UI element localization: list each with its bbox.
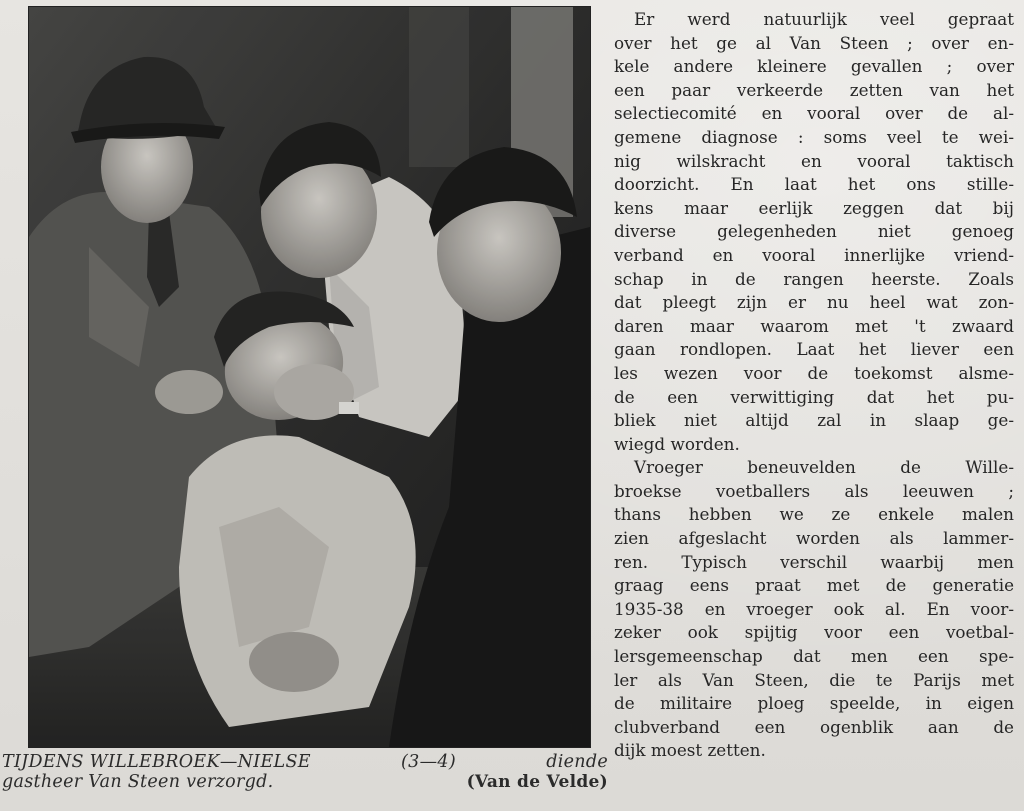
article-line: clubverband een ogenblik aan de xyxy=(614,716,1014,737)
article-line: broekse voetballers als leeuwen ; xyxy=(614,480,1014,501)
article-line: bliek niet altijd zal in slaap ge- xyxy=(614,410,1014,431)
article-line: ler als Van Steen, die te Parijs met xyxy=(614,669,1014,690)
article-line: een paar verkeerde zetten van het xyxy=(614,79,1014,100)
article-line: les wezen voor de toekomst alsme- xyxy=(614,362,1014,383)
news-photo xyxy=(28,6,591,748)
article-column xyxy=(614,8,1014,763)
news-photo-illustration xyxy=(29,7,590,747)
article-line: Er werd natuurlijk veel gepraat xyxy=(634,9,1014,29)
article-line: over het ge al Van Steen ; over en- xyxy=(614,32,1014,53)
caption-match: TIJDENS WILLEBROEK—NIELSE xyxy=(2,752,311,772)
photo-caption xyxy=(2,752,608,792)
article-line: de militaire ploeg speelde, in eigen xyxy=(614,693,1014,714)
article-line: doorzicht. En laat het ons stille- xyxy=(614,174,1014,195)
article-line: diverse gelegenheden niet genoeg xyxy=(614,221,1014,242)
article-line: zien afgeslacht worden als lammer- xyxy=(614,528,1014,549)
article-line: graag eens praat met de generatie xyxy=(614,575,1014,596)
article-line: 1935-38 en vroeger ook al. En voor- xyxy=(614,598,1014,619)
caption-text: gastheer Van Steen verzorgd. xyxy=(2,772,274,792)
article-line: zeker ook spijtig voor een voetbal- xyxy=(614,622,1014,643)
article-line: gemene diagnose : soms veel te wei- xyxy=(614,126,1014,147)
article-line: selectiecomité en vooral over de al- xyxy=(614,103,1014,124)
photo-credit: (Van de Velde) xyxy=(466,772,608,792)
article-paragraph-2 xyxy=(614,456,1014,763)
caption-score: (3—4) xyxy=(401,752,456,772)
article-line: dat pleegt zijn er nu heel wat zon- xyxy=(614,292,1014,313)
caption-line-2 xyxy=(2,772,608,792)
article-line: Vroeger beneuvelden de Wille- xyxy=(634,457,1014,478)
article-line: de een verwittiging dat het pu- xyxy=(614,386,1014,407)
article-line: gaan rondlopen. Laat het liever een xyxy=(614,339,1014,360)
article-line: wiegd worden. xyxy=(614,433,740,454)
article-line: verband en vooral innerlijke vriend- xyxy=(614,244,1014,265)
article-line: dijk moest zetten. xyxy=(614,740,766,761)
article-line: daren maar waarom met 't zwaard xyxy=(614,315,1014,336)
caption-verb: diende xyxy=(546,752,608,772)
article-line: schap in de rangen heerste. Zoals xyxy=(614,268,1014,289)
article-paragraph-1 xyxy=(614,8,1014,456)
article-line: lersgemeenschap dat men een spe- xyxy=(614,646,1014,667)
article-line: kens maar eerlijk zeggen dat bij xyxy=(614,197,1014,218)
article-line: thans hebben we ze enkele malen xyxy=(614,504,1014,525)
article-line: ren. Typisch verschil waarbij men xyxy=(614,551,1014,572)
article-line: kele andere kleinere gevallen ; over xyxy=(614,56,1014,77)
article-line: nig wilskracht en vooral taktisch xyxy=(614,150,1014,171)
caption-line-1 xyxy=(2,752,608,772)
